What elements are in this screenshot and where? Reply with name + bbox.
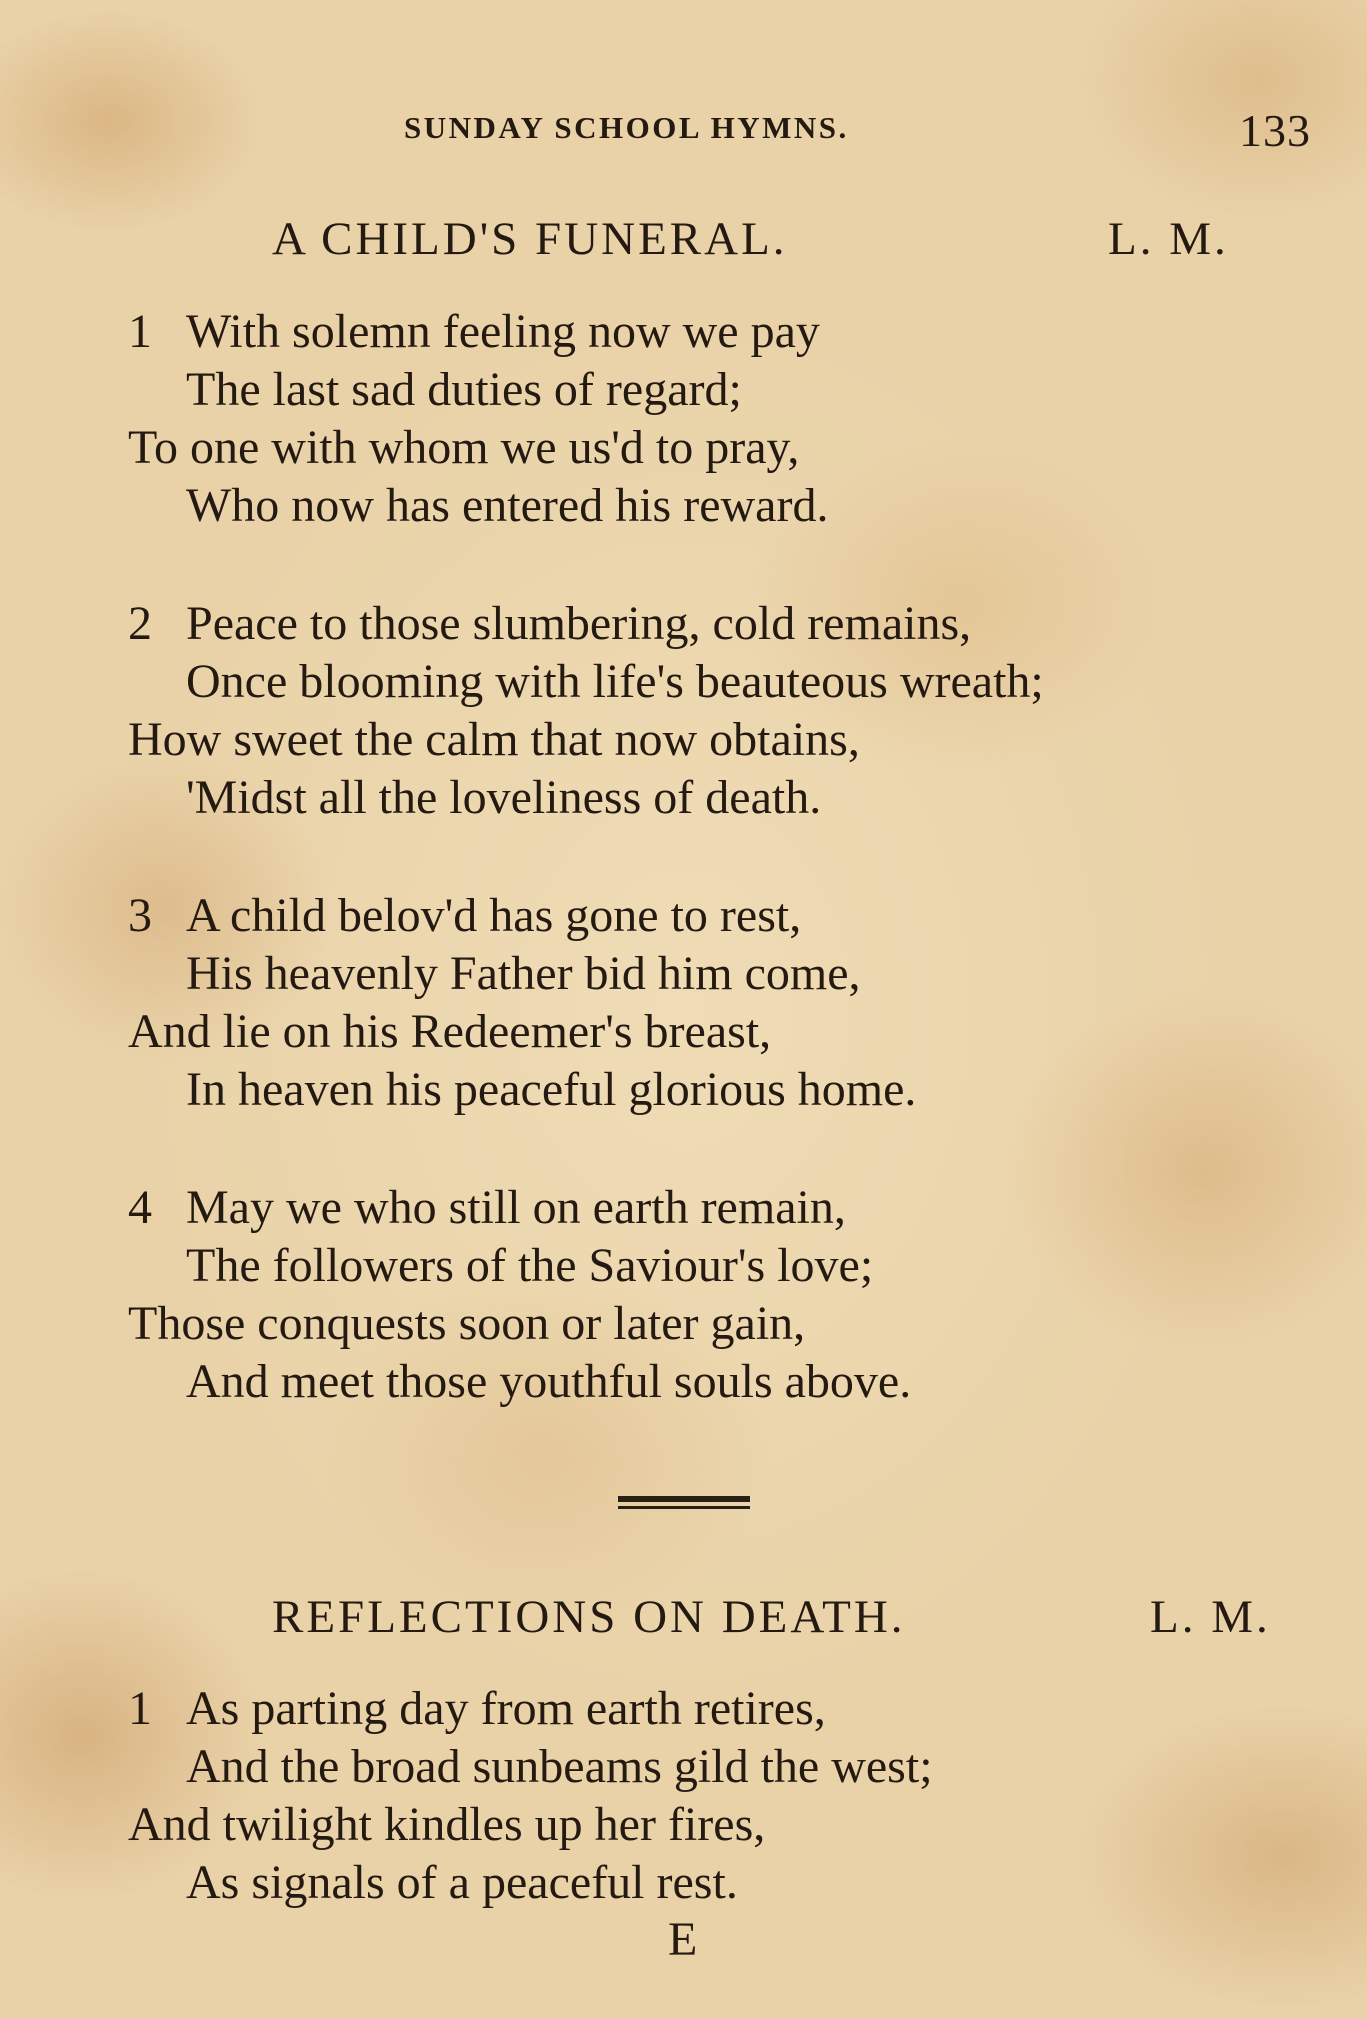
verse-line: To one with whom we us'd to pray, [128, 421, 800, 474]
verse-line: As signals of a peaceful rest. [186, 1856, 738, 1909]
running-head [0, 104, 1367, 154]
verse-line: Once blooming with life's beauteous wreath; [186, 655, 1044, 708]
verse-line: In heaven his peaceful glorious home. [186, 1063, 917, 1116]
verse-line: And meet those youthful souls above. [186, 1355, 912, 1408]
verse-line [128, 595, 971, 653]
verse-line [128, 1680, 826, 1738]
verse-line: And lie on his Redeemer's breast, [128, 1005, 772, 1058]
hymn-title-reflections-on-death [0, 1590, 1367, 1660]
verse-line: How sweet the calm that now obtains, [128, 713, 860, 766]
signature-mark: E [668, 1913, 698, 1966]
hymn-name: A CHILD'S FUNERAL. [272, 213, 788, 265]
running-title: SUNDAY SCHOOL HYMNS. [404, 110, 849, 145]
verse-line: The last sad duties of regard; [186, 363, 742, 416]
stanza-number: 1 [128, 1682, 152, 1735]
verse-text: A child belov'd has gone to rest, [186, 889, 802, 942]
stanza-number: 1 [128, 305, 152, 358]
hymn-meter: L. M. [1108, 213, 1229, 265]
verse-line: The followers of the Saviour's love; [186, 1239, 874, 1292]
verse-line: And the broad sunbeams gild the west; [186, 1740, 933, 1793]
stanza-number: 2 [128, 597, 152, 650]
verse-line: And twilight kindles up her fires, [128, 1798, 766, 1851]
stanza-number: 4 [128, 1181, 152, 1234]
page-number: 133 [1239, 105, 1311, 156]
verse-line: Who now has entered his reward. [186, 479, 829, 532]
hymn-name: REFLECTIONS ON DEATH. [272, 1591, 906, 1643]
verse-text: As parting day from earth retires, [186, 1682, 826, 1735]
verse-text: May we who still on earth remain, [186, 1181, 846, 1234]
verse-line [128, 1179, 846, 1237]
verse-text: Peace to those slumbering, cold remains, [186, 597, 972, 650]
verse-line: 'Midst all the loveliness of death. [186, 771, 822, 824]
verse-line: Those conquests soon or later gain, [128, 1297, 806, 1350]
hymn-meter: L. M. [1150, 1591, 1271, 1643]
stanza-number: 3 [128, 889, 152, 942]
verse-text: With solemn feeling now we pay [186, 305, 820, 358]
verse-line [128, 887, 801, 945]
verse-line: His heavenly Father bid him come, [186, 947, 861, 1000]
hymn-title-childs-funeral [0, 212, 1367, 282]
verse-line [128, 303, 820, 361]
section-divider [618, 1496, 750, 1509]
